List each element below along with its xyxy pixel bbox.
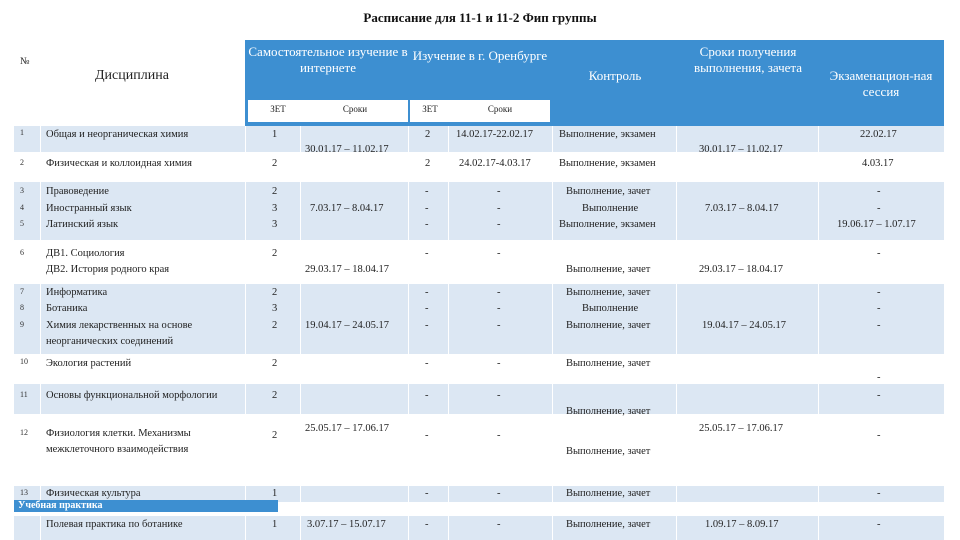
header-control: Контроль [588,68,642,83]
row-num: 9 [20,320,24,329]
zet: 2 [272,430,278,441]
deadline-dates: 30.01.17 – 11.02.17 [699,144,783,155]
discipline: Иностранный язык [46,203,132,214]
orenburg-dates: - [497,219,501,230]
exam-session: - [877,303,881,314]
discipline: Информатика [46,287,108,298]
zet-orenburg: - [425,287,429,298]
zet-orenburg: - [425,358,429,369]
deadline-dates: 7.03.17 – 8.04.17 [705,203,779,214]
subheader-zet-2: ЗЕТ [422,104,438,114]
subheader-zet-1: ЗЕТ [270,104,286,114]
exam-session: - [877,430,881,441]
discipline: Общая и неорганическая химия [46,129,189,140]
control: Выполнение, экзамен [559,219,656,230]
control: Выполнение, зачет [566,406,651,417]
self-study-dates: 19.04.17 – 24.05.17 [305,320,389,331]
zet-orenburg: - [425,390,429,401]
orenburg-dates: 24.02.17-4.03.17 [459,158,531,169]
header-self-study: Самостоятельное изучение в интернете [248,44,408,76]
orenburg-dates: - [497,186,501,197]
zet: 3 [272,303,278,314]
zet-orenburg: - [425,219,429,230]
discipline: ДВ1. Социология [46,248,125,259]
zet: 2 [272,158,278,169]
deadline-dates: 29.03.17 – 18.04.17 [699,264,783,275]
row-band-6 [14,354,944,384]
subheader-sroki-2: Сроки [487,104,513,114]
discipline: Экология растений [46,358,132,369]
discipline: Физическая культура [46,488,141,499]
col-sep [40,126,41,540]
zet: 2 [272,390,278,401]
self-study-dates: 3.07.17 – 15.07.17 [307,519,386,530]
row-num: 7 [20,287,24,296]
zet-orenburg: 2 [425,129,431,140]
row-num: 3 [20,186,24,195]
self-study-dates: 7.03.17 – 8.04.17 [310,203,384,214]
header-study-orenburg: Изучение в г. Оренбурге [412,48,548,63]
discipline: межклеточного взаимодействия [46,444,189,455]
orenburg-dates: - [497,488,501,499]
orenburg-dates: - [497,390,501,401]
col-sep [818,126,819,540]
header-num: № [20,56,30,67]
discipline: Основы функциональной морфологии [46,390,218,401]
zet-orenburg: - [425,248,429,259]
section-label: Учебная практика [14,500,278,512]
zet: 3 [272,203,278,214]
self-study-dates: 29.03.17 – 18.04.17 [305,264,389,275]
orenburg-dates: - [497,358,501,369]
row-num: 6 [20,248,24,257]
col-sep [552,126,553,540]
control: Выполнение, экзамен [559,158,656,169]
zet-orenburg: - [425,488,429,499]
col-sep [408,126,409,540]
row-num: 11 [20,390,28,399]
control: Выполнение, зачет [566,186,651,197]
row-num: 1 [20,128,24,137]
orenburg-dates: - [497,519,501,530]
discipline: Правоведение [46,186,109,197]
deadline-dates: 19.04.17 – 24.05.17 [702,320,786,331]
discipline: Полевая практика по ботанике [46,519,183,530]
zet: 2 [272,320,278,331]
header-discipline: Дисциплина [95,68,169,83]
zet: 1 [272,129,278,140]
self-study-dates: 25.05.17 – 17.06.17 [305,423,389,434]
discipline: Физическая и коллоидная химия [46,158,192,169]
exam-session: - [877,372,881,383]
deadline-dates: 1.09.17 – 8.09.17 [705,519,779,530]
zet: 2 [272,186,278,197]
control: Выполнение, зачет [566,320,651,331]
row-band-3 [14,182,944,240]
header-exam-session: Экзаменацион-ная сессия [829,68,933,100]
exam-session: - [877,488,881,499]
discipline: Физиология клетки. Механизмы [46,428,191,439]
control: Выполнение, зачет [566,446,651,457]
col-sep [300,126,301,540]
zet: 2 [272,358,278,369]
zet-orenburg: - [425,303,429,314]
zet: 1 [272,519,278,530]
discipline: ДВ2. История родного края [46,264,170,275]
discipline: Латинский язык [46,219,119,230]
orenburg-dates: - [497,248,501,259]
subheader-sroki-1: Сроки [342,104,368,114]
exam-session: - [877,248,881,259]
discipline: Ботаника [46,303,88,314]
self-study-dates: 30.01.17 – 11.02.17 [305,144,389,155]
orenburg-dates: - [497,287,501,298]
exam-session: - [877,519,881,530]
exam-session: - [877,203,881,214]
zet: 3 [272,219,278,230]
zet: 2 [272,287,278,298]
deadline-dates: 25.05.17 – 17.06.17 [699,423,783,434]
control: Выполнение, зачет [566,287,651,298]
control: Выполнение, зачет [566,358,651,369]
zet: 1 [272,488,278,499]
orenburg-dates: - [497,430,501,441]
col-sep [448,126,449,540]
row-num: 13 [20,488,28,497]
zet-orenburg: - [425,320,429,331]
row-num: 10 [20,357,28,366]
control: Выполнение, зачет [566,488,651,499]
control: Выполнение [582,303,639,314]
zet-orenburg: 2 [425,158,431,169]
row-band-4 [14,240,944,284]
row-num: 8 [20,303,24,312]
discipline: неорганических соединений [46,336,174,347]
col-sep [245,126,246,540]
orenburg-dates: - [497,203,501,214]
zet-orenburg: - [425,186,429,197]
row-num: 5 [20,219,24,228]
exam-session: - [877,320,881,331]
zet: 2 [272,248,278,259]
row-num: 2 [20,158,24,167]
control: Выполнение, зачет [566,519,651,530]
row-num: 12 [20,428,28,437]
col-sep [676,126,677,540]
orenburg-dates: 14.02.17-22.02.17 [456,129,533,140]
control: Выполнение, экзамен [559,129,656,140]
exam-session: 22.02.17 [860,129,897,140]
exam-session: 19.06.17 – 1.07.17 [837,219,916,230]
zet-orenburg: - [425,430,429,441]
exam-session: - [877,186,881,197]
discipline: Химия лекарственных на основе [46,320,193,331]
zet-orenburg: - [425,519,429,530]
exam-session: 4.03.17 [862,158,894,169]
exam-session: - [877,390,881,401]
orenburg-dates: - [497,320,501,331]
header-deadlines: Сроки получения выполнения, зачета [693,44,803,76]
control: Выполнение, зачет [566,264,651,275]
page-title: Расписание для 11-1 и 11-2 Фип группы [363,10,597,25]
zet-orenburg: - [425,203,429,214]
control: Выполнение [582,203,639,214]
orenburg-dates: - [497,303,501,314]
row-num: 4 [20,203,24,212]
header-num-cell [14,40,40,126]
exam-session: - [877,287,881,298]
